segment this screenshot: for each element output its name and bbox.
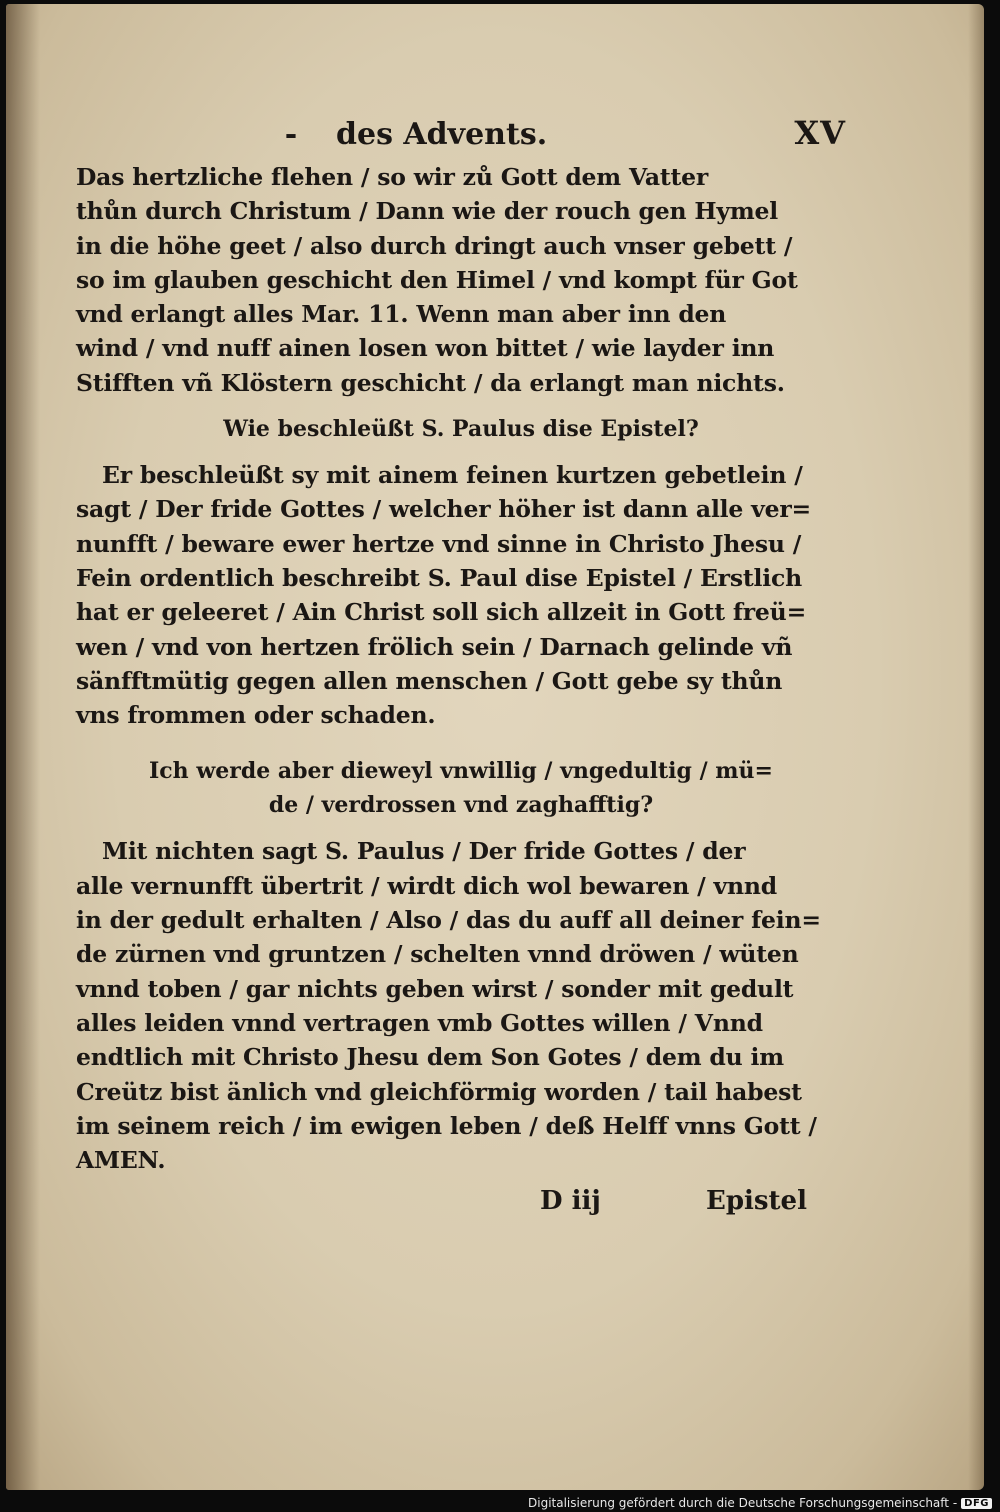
text-line: sänfftmütig gegen allen menschen / Gott gebe sy thůn <box>76 666 783 695</box>
running-head-title: des Advents. <box>336 117 548 152</box>
text-line: Creütz bist änlich vnd gleichförmig worden / tail habest <box>76 1077 802 1106</box>
catchword: Epistel <box>706 1186 807 1216</box>
paragraph-1 <box>76 160 846 400</box>
text-line: endtlich mit Christo Jhesu dem Son Gotes / dem du im <box>76 1043 784 1072</box>
running-head <box>76 114 846 160</box>
text-line: vnd erlangt alles Mar. 11. Wenn man aber inn den <box>76 300 727 329</box>
text-line: wind / vnd nuff ainen losen won bittet / wie layder inn <box>76 334 775 363</box>
text-line: im seinem reich / im ewigen leben / deß Helff vnns Gott / <box>76 1111 817 1140</box>
funding-credit <box>528 1496 992 1510</box>
question-heading-2 <box>76 754 846 822</box>
text-line: Fein ordentlich beschreibt S. Paul dise Epistel / Erstlich <box>76 563 802 592</box>
text-line: vns frommen oder schaden. <box>76 701 436 730</box>
text-line: de zürnen vnd gruntzen / schelten vnnd dröwen / wüten <box>76 940 799 969</box>
text-line: vnnd toben / gar nichts geben wirst / sonder mit gedult <box>76 974 794 1003</box>
text-line: Mit nichten sagt S. Paulus / Der fride Gottes / der <box>102 837 746 866</box>
question-line: Ich werde aber dieweyl vnwillig / vngedultig / mü= <box>148 758 773 785</box>
text-line: Das hertzliche flehen / so wir zů Gott dem Vatter <box>76 163 709 191</box>
text-line: nunfft / beware ewer hertze vnd sinne in Christo Jhesu / <box>76 529 802 558</box>
printed-text-block <box>76 114 846 1177</box>
question-heading-1: Wie beschleüßt S. Paulus dise Epistel? <box>223 416 699 443</box>
paragraph-3 <box>76 834 846 1177</box>
text-line: thůn durch Christum / Dann wie der rouch gen Hymel <box>76 197 779 226</box>
text-line: so im glauben geschicht den Himel / vnd kompt für Got <box>76 265 798 294</box>
text-line: wen / vnd von hertzen frölich sein / Darnach gelinde vñ <box>76 632 793 661</box>
text-line: Er beschleüßt sy mit ainem feinen kurtzen gebetlein / <box>102 461 803 490</box>
text-line: in die höhe geet / also durch dringt auch vnser gebett / <box>76 231 793 260</box>
folio-number: XV <box>794 114 846 152</box>
text-line: hat er geleeret / Ain Christ soll sich allzeit in Gott freü= <box>76 598 807 627</box>
paragraph-2 <box>76 458 846 732</box>
dfg-logo: DFG <box>961 1498 992 1509</box>
funding-credit-text: Digitalisierung gefördert durch die Deutsche Forschungsgemeinschaft - <box>528 1496 958 1510</box>
text-line: alles leiden vnnd vertragen vmb Gottes willen / Vnnd <box>76 1008 763 1037</box>
text-line: AMEN. <box>76 1146 166 1175</box>
text-line: alle vernunfft übertrit / wirdt dich wol bewaren / vnnd <box>76 871 777 900</box>
text-line: Stifften vñ Klöstern geschicht / da erlangt man nichts. <box>76 368 785 397</box>
signature-mark: D iij <box>540 1186 601 1216</box>
text-line: sagt / Der fride Gottes / welcher höher ist dann alle ver= <box>76 495 812 524</box>
book-page <box>6 4 984 1490</box>
text-line: in der gedult erhalten / Also / das du auff all deiner fein= <box>76 906 821 935</box>
running-head-dash: - <box>284 117 298 152</box>
question-line: de / verdrossen vnd zaghafftig? <box>268 792 654 819</box>
